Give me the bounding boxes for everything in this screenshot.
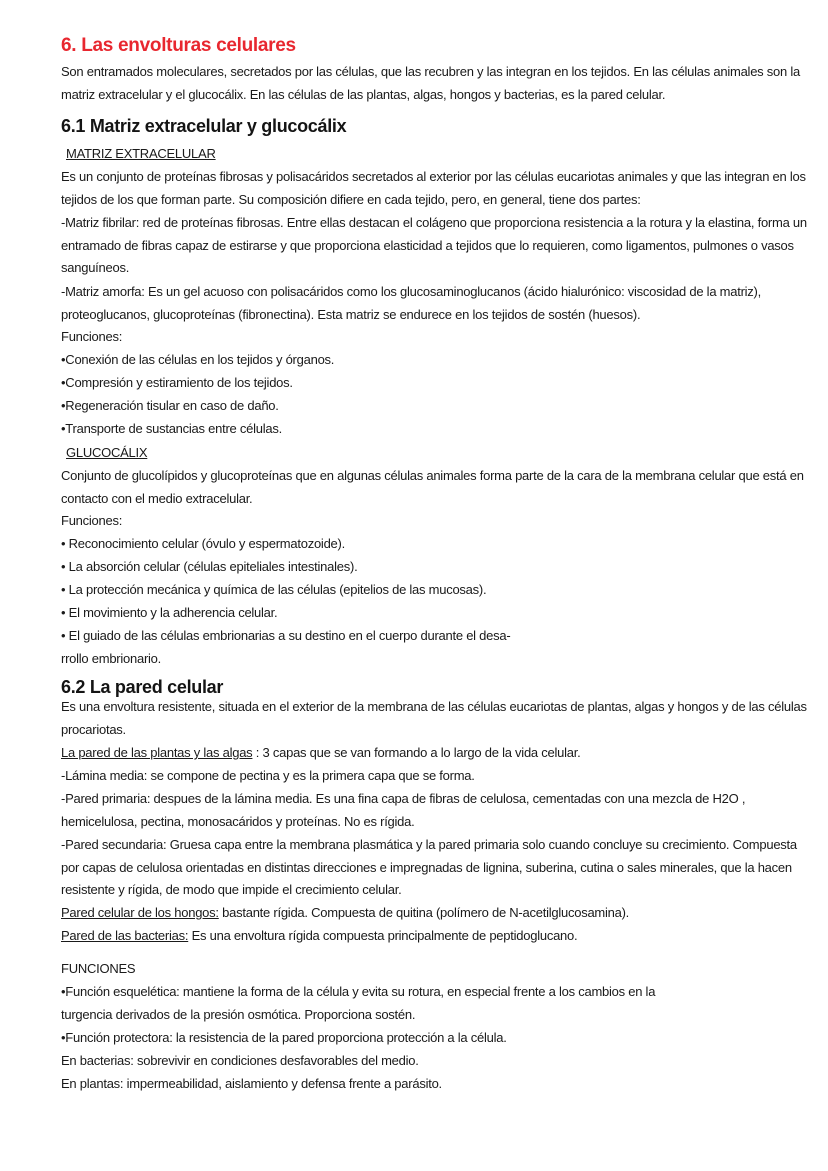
funcion-bacterias: En bacterias: sobrevivir en condiciones desfavorables del medio. [61, 1053, 419, 1068]
section-6-2-title: 6.2 La pared celular [61, 677, 224, 697]
pared-plantas-label: La pared de las plantas y las algas [61, 745, 253, 760]
pared-bacterias-label: Pared de las bacterias: [61, 928, 189, 943]
section-6-1-title: 6.1 Matriz extracelular y glucocálix [61, 116, 347, 136]
matriz-funciones-label: Funciones: [61, 329, 123, 344]
matriz-funcion-item: •Compresión y estiramiento de los tejidos. [61, 375, 293, 390]
funcion-esqueletica: •Función esquelética: mantiene la forma de la célula y evita su rotura, en especial frente a los cambios en la turgencia derivados de la presión osmótica. Proporciona sostén. [61, 984, 656, 1022]
matriz-heading: MATRIZ EXTRACELULAR [66, 146, 216, 161]
glucocalix-paragraph: Conjunto de glucolípidos y glucoproteínas que en algunas células animales forma parte de la cara de la membrana celular que está en contacto con el medio extracelular. [61, 468, 804, 506]
glucocalix-funcion-item: • El guiado de las células embrionarias a su destino en el cuerpo durante el desa- [61, 628, 511, 643]
section-6-title: 6. Las envolturas celulares [61, 35, 296, 56]
matriz-paragraph-3: -Matriz amorfa: Es un gel acuoso con polisacáridos como los glucosaminoglucanos (ácido hialurónico: viscosidad de la matriz), proteoglucanos, glucoproteínas (fibronectina). Esta matriz se endurece en los tejidos de sostén (huesos). [61, 284, 761, 322]
matriz-funcion-item: •Transporte de sustancias entre células. [61, 421, 282, 436]
funcion-protectora: •Función protectora: la resistencia de la pared proporciona protección a la célula. [61, 1030, 507, 1045]
funciones-heading: FUNCIONES [61, 961, 136, 976]
pared-hongos-text: bastante rígida. Compuesta de quitina (polímero de N-acetilglucosamina). [218, 905, 630, 920]
glucocalix-funcion-item: • El movimiento y la adherencia celular. [61, 605, 278, 620]
glucocalix-heading: GLUCOCÁLIX [66, 445, 148, 460]
lamina-media: -Lámina media: se compone de pectina y es la primera capa que se forma. [61, 768, 475, 783]
glucocalix-funcion-tail: rrollo embrionario. [61, 651, 162, 666]
matriz-paragraph-2: -Matriz fibrilar: red de proteínas fibrosas. Entre ellas destacan el colágeno que proporciona resistencia a la rotura y la elastina, forma un entramado de fibras capaz de estirarse y que proporciona elasticidad a tejidos que lo requieren, como ligamentos, pulmones o vasos sanguíneos. [61, 215, 807, 275]
glucocalix-funciones-label: Funciones: [61, 513, 123, 528]
glucocalix-funcion-item: • La protección mecánica y química de las células (epitelios de las mucosas). [61, 582, 487, 597]
pared-bacterias-line [61, 925, 577, 948]
pared-hongos-label: Pared celular de los hongos: [61, 905, 219, 920]
matriz-paragraph-1: Es un conjunto de proteínas fibrosas y polisacáridos secretados al exterior por las células eucariotas animales y que las integran en los tejidos de los que forman parte. Su composición difiere en cada tejido, pero, en general, tiene dos partes: [61, 169, 806, 207]
matriz-funcion-item: •Regeneración tisular en caso de daño. [61, 398, 279, 413]
pared-plantas-line [61, 742, 580, 765]
pared-bacterias-text: Es una envoltura rígida compuesta principalmente de peptidoglucano. [188, 928, 578, 943]
funcion-plantas: En plantas: impermeabilidad, aislamiento y defensa frente a parásito. [61, 1076, 442, 1091]
pared-intro: Es una envoltura resistente, situada en el exterior de la membrana de las células eucariotas de plantas, algas y hongos y de las células procariotas. [61, 699, 807, 737]
pared-hongos-line [61, 902, 629, 925]
pared-plantas-text: : 3 capas que se van formando a lo largo de la vida celular. [252, 745, 581, 760]
section-6-intro: Son entramados moleculares, secretados por las células, que las recubren y las integran en los tejidos. En las células animales son la matriz extracelular y el glucocálix. En las células de las plantas, algas, hongos y bacterias, es la pared celular. [61, 64, 800, 102]
glucocalix-funcion-item: • La absorción celular (células epiteliales intestinales). [61, 559, 358, 574]
glucocalix-funcion-item: • Reconocimiento celular (óvulo y espermatozoide). [61, 536, 345, 551]
pared-secundaria: -Pared secundaria: Gruesa capa entre la membrana plasmática y la pared primaria solo cuando concluye su crecimiento. Compuesta por capas de celulosa orientadas en distintas direcciones e impregnadas de lignina, suberina, cutina o sales minerales, que la hacen resistente y rígida, de modo que impide el crecimiento celular. [61, 837, 797, 897]
pared-primaria: -Pared primaria: despues de la lámina media. Es una fina capa de fibras de celulosa, cementadas con una mezcla de H2O , hemicelulosa, pectina, monosacáridos y proteínas. No es rígida. [61, 791, 746, 829]
matriz-funcion-item: •Conexión de las células en los tejidos y órganos. [61, 352, 335, 367]
